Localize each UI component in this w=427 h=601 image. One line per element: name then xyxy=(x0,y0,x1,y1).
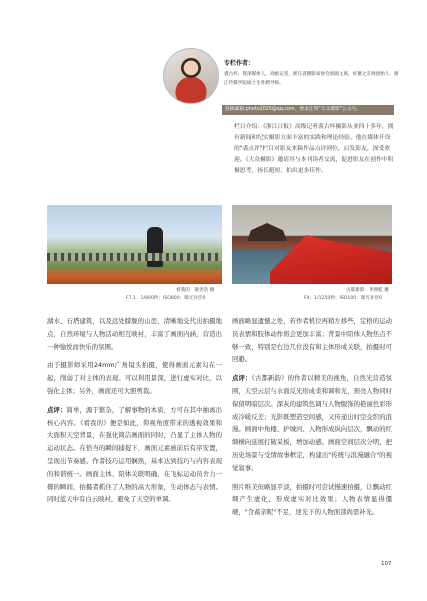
right-paragraph-2-text: 《古都新韵》的作者以精美的视角，自然光营造氛围，天空云层与水面反光形成柔和调和光，预亮人物同时保留明暗层次。深灰的建筑色调与人物服饰的艳丽色彩形成冷暖反差；光影既塑造空间感，又传递出时空交织的浪漫。画面中角楼、护城河、人物形成纵向层次，飘动的红绸横向延展打破呆板，增加动感。画面空间层次分明，把历史场景与受情故事框定，构建出"传统与浪漫融合"的视觉叙事。 xyxy=(232,374,392,472)
right-paragraph-3: 照片唯美但略显平淡，拍摄时可尝试慢速拍摄，让飘动红绸产生虚化，形成虚实对比效果；人物表情显得僵硬，"含蓄亲昵"不足，逆光下的人物面部尚需补光。 xyxy=(232,482,392,517)
right-paragraph-2 xyxy=(232,372,392,474)
right-column xyxy=(232,315,392,525)
author-portrait xyxy=(163,48,219,104)
photo-palace xyxy=(232,205,392,284)
author-bio: 裘古怀，资深媒体人，高级记者，浙江省摄影家协会原副主席，好摄之友网创始人，浙江传媒学院硕士生外聘导师。 xyxy=(224,72,399,86)
left-paragraph-1: 湖水、石塔建筑，以及远处朦胧的山峦，清晰地交代出拍摄地点，自然环境与人物活动相互映衬，丰富了画面内涵，营造出一种愉悦而快乐的氛围。 xyxy=(47,317,222,351)
left-paragraph-3 xyxy=(47,404,222,506)
photo-caption-left: 看我的 梁善浩 摄 xyxy=(176,288,215,293)
photo-javelin xyxy=(47,205,222,284)
author-heading: 专栏作者： xyxy=(224,60,255,67)
comment-label: 点评： xyxy=(47,405,67,414)
right-paragraph-1: 画面略显遗憾之处，若作者机位再稍左移些，定格的运动员表情和肢体动作将会更加丰富；背景中陪体人物焦点不够一致，特别是右边几位没有和主体形成关联，拍摄时可回避。 xyxy=(232,317,392,364)
photo-exif-left: F7.1；1/800秒；ISO800；曝光补偿0 xyxy=(126,296,206,301)
submission-bar: 投稿邮箱:photo2025@qq.com，要求注明"大众摄影"公众号。 xyxy=(222,105,394,115)
left-paragraph-3-text: 简单，源于繁杂，了解事物的本质，方可在其中抽离出核心内容。《看我的》便是如此，仰视角度带来的透视效果和大面积天空背景，在强化简洁画面的同时，凸显了主体人物的运动状态。在恰当的瞬间捕捉下，画面元素被前后有序安置，呈现出节奏感。作者技巧运用娴熟，基本达到技巧与内容表现的和谐统一。画面主体、陪体关联明确，在飞标运动员舍力一掷的瞬间，拍摄者抓住了人物的高大形象，生动体态与表情。同时蓝天中有白云映衬，避免了天空的单调。 xyxy=(47,405,223,504)
photo-exif-right: F4；1/1250秒；ISO100；曝光补偿0 xyxy=(304,296,383,301)
left-column xyxy=(47,315,222,512)
column-intro: 栏目介绍：《浙江日报》高级记者裘古怀摄影从业四十多年，拥有新闻和纪实摄影方面丰富的实践和理论经验。他在媒体开设的"裘点评"栏目对影友来稿作品点评到位，启发影友，深受欢迎。《大众摄影》邀请其与本刊读者交流，促进影友在创作中积极思考，扬长避短，拍出更多佳作。 xyxy=(234,124,394,174)
page-number: 107 xyxy=(381,561,392,567)
left-paragraph-2: 由于摄影师采用24mm广角镜头拍摄，使得画面元素勾在一起，削弱了对主体的表现。可以利用景深，进行虚实对比，以强化主体；另外，画面还可大胆剪裁。 xyxy=(47,361,222,395)
photo-caption-right: 古都新韵 李照乾 摄 xyxy=(346,288,389,293)
comment-label: 点评： xyxy=(232,374,252,383)
